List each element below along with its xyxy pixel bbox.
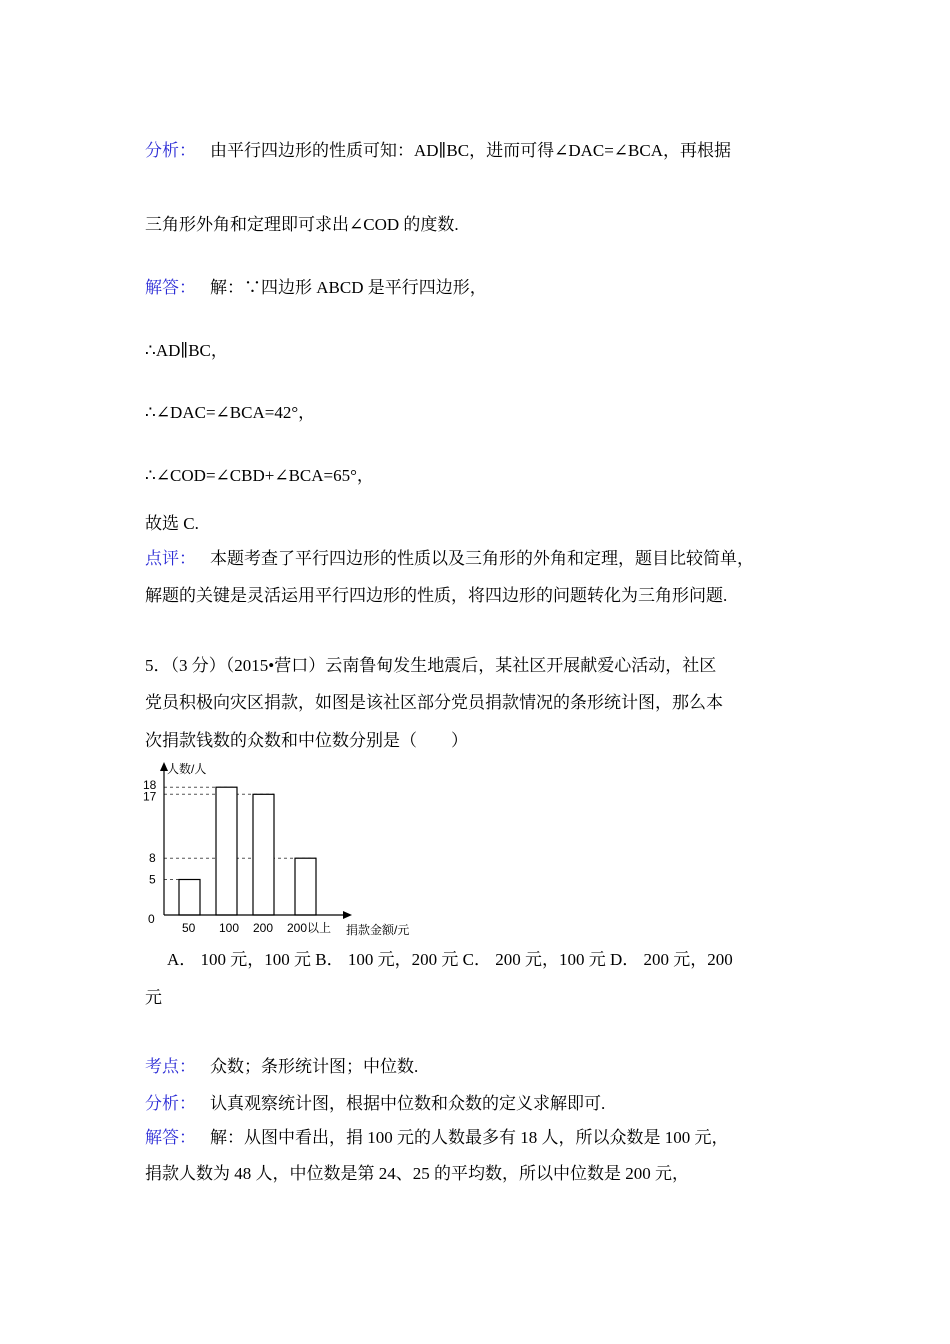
q4-choice: 故选 C. xyxy=(145,514,199,533)
q4-answer-line-1 xyxy=(145,277,487,299)
answer-label-2: 解答： xyxy=(145,1128,196,1147)
q4-analysis-line-1 xyxy=(145,140,731,162)
q4-comment-line-1 xyxy=(145,548,754,570)
q5-answer-line-2: 捐款人数为 48 人，中位数是第 24、25 的平均数，所以中位数是 200 元， xyxy=(145,1164,689,1183)
answer-label: 解答： xyxy=(145,278,196,297)
analysis-label-2: 分析： xyxy=(145,1094,196,1113)
point-label: 考点： xyxy=(145,1057,196,1076)
y-tick-17: 17 xyxy=(143,789,157,804)
q4-step-2: ∴∠DAC=∠BCA=42°， xyxy=(145,403,316,422)
x-tick-200以上: 200以上 xyxy=(287,921,332,935)
q4-step-1: ∴AD∥BC， xyxy=(145,341,228,360)
q4-comment-line-2: 解题的关键是灵活运用平行四边形的性质，将四边形的问题转化为三角形问题. xyxy=(145,586,728,605)
q5-answer-text-1: 解：从图中看出，捐 100 元的人数最多有 18 人，所以众数是 100 元， xyxy=(210,1128,729,1147)
bar-100 xyxy=(216,787,237,915)
q4-step-3: ∴∠COD=∠CBD+∠BCA=65°， xyxy=(145,466,374,485)
q5-stem-line-3: 次捐款钱数的众数和中位数分别是（ ） xyxy=(145,731,468,750)
q5-answer-line-1 xyxy=(145,1127,729,1149)
chart-bars xyxy=(179,787,316,915)
chart-gridlines xyxy=(164,787,316,879)
q5-analysis-text: 认真观察统计图，根据中位数和众数的定义求解即可. xyxy=(210,1094,606,1113)
origin-label: 0 xyxy=(148,912,155,926)
x-tick-50: 50 xyxy=(182,921,196,935)
bar-200 xyxy=(253,794,274,915)
bar-200以上 xyxy=(295,858,316,915)
y-axis-label: 人数/人 xyxy=(167,762,207,776)
q4-comment-text-1: 本题考查了平行四边形的性质以及三角形的外角和定理，题目比较简单， xyxy=(210,549,754,568)
q5-options-line-1: A． 100 元，100 元 B． 100 元，200 元 C． 200 元，100 元 D． 200 元，200 xyxy=(167,950,733,969)
q5-analysis-line xyxy=(145,1093,605,1115)
comment-label: 点评： xyxy=(145,549,196,568)
bar-50 xyxy=(179,880,200,916)
bar-chart xyxy=(140,760,440,942)
q5-stem-line-2: 党员积极向灾区捐款，如图是该社区部分党员捐款情况的条形统计图，那么本 xyxy=(145,693,723,712)
q4-answer-text-1: 解：∵四边形 ABCD 是平行四边形， xyxy=(210,278,487,297)
x-axis-label: 捐款金额/元 xyxy=(346,923,410,937)
q5-options-line-2: 元 xyxy=(145,988,162,1007)
q5-stem-line-1: 5．（3 分）（2015•营口）云南鲁甸发生地震后，某社区开展献爱心活动，社区 xyxy=(145,656,717,675)
y-tick-8: 8 xyxy=(149,851,156,866)
y-tick-5: 5 xyxy=(149,872,156,887)
x-axis-arrow xyxy=(343,911,352,919)
q4-analysis-line-2: 三角形外角和定理即可求出∠COD 的度数. xyxy=(145,215,459,234)
q5-point-text: 众数；条形统计图；中位数. xyxy=(210,1057,419,1076)
x-tick-100: 100 xyxy=(219,921,240,935)
q4-analysis-text-1: 由平行四边形的性质可知：AD∥BC，进而可得∠DAC=∠BCA，再根据 xyxy=(210,141,732,160)
q5-point-line xyxy=(145,1056,418,1078)
y-tick-18: 18 xyxy=(143,778,157,793)
x-tick-200: 200 xyxy=(253,921,274,935)
analysis-label: 分析： xyxy=(145,141,196,160)
